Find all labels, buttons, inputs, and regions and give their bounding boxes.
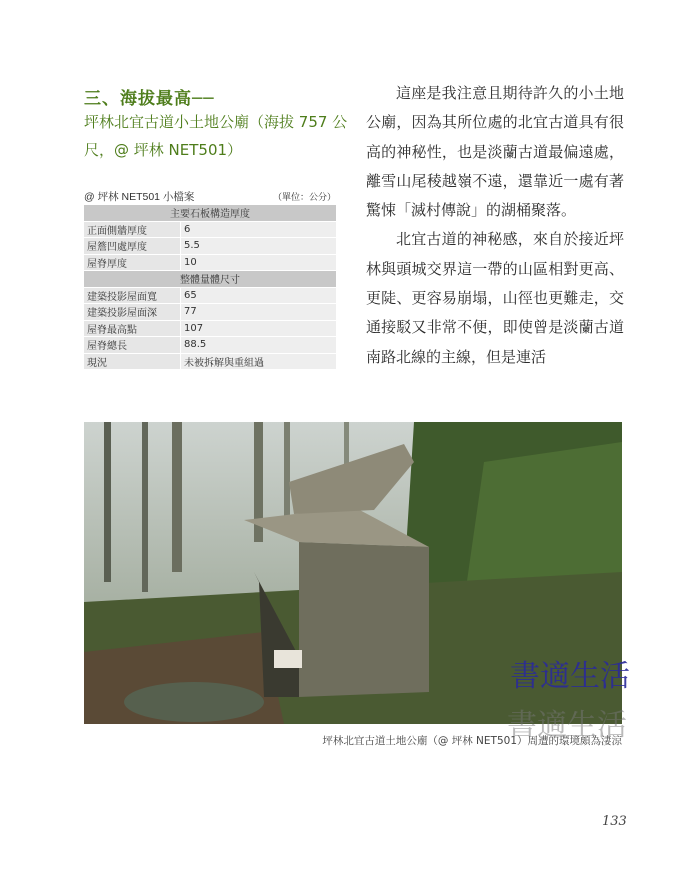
table-cell-label: 屋脊厚度 — [84, 254, 181, 271]
photo-caption: 坪林北宜古道土地公廟（@ 坪林 NET501）周遭的環境頗為淒涼 — [322, 735, 622, 747]
table-cell-label: 屋脊總長 — [84, 337, 181, 354]
section-subheading: 坪林北宜古道小土地公廟（海拔 757 公尺，@ 坪林 NET501） — [84, 113, 348, 159]
table-unit: （單位：公分） — [272, 192, 336, 202]
table-row — [84, 287, 336, 304]
table-row — [84, 320, 336, 337]
table-cell-value: 5.5 — [181, 238, 337, 255]
table-row — [84, 238, 336, 255]
page-number: 133 — [602, 814, 627, 829]
table-section-row — [84, 205, 336, 221]
table-cell-label: 屋脊最高點 — [84, 320, 181, 337]
table-cell-label: 現況 — [84, 353, 181, 370]
paragraph: 這座是我注意且期待許久的小土地公廟，因為其所位處的北宜古道具有很高的神秘性，也是淡蘭古道最偏遠處，離雪山尾稜越嶺不遠，還靠近一處有著驚悚「滅村傳說」的湖桶聚落。 — [366, 84, 624, 220]
spec-table — [84, 205, 336, 370]
table-header — [84, 189, 336, 204]
table-cell-label: 建築投影屋面深 — [84, 304, 181, 321]
table-row — [84, 254, 336, 271]
table-section-label: 主要石板構造厚度 — [84, 205, 336, 221]
watermark: 書適生活 — [510, 659, 630, 694]
table-cell-value: 65 — [181, 287, 337, 304]
watermark: 書適生活 — [507, 708, 627, 743]
section-heading: 三、海拔最高── — [84, 89, 215, 109]
table-section-label: 整體量體尺寸 — [84, 271, 336, 288]
table-cell-label: 建築投影屋面寬 — [84, 287, 181, 304]
table-cell-label: 屋簷凹處厚度 — [84, 238, 181, 255]
table-row — [84, 353, 336, 370]
paragraph: 北宜古道的神秘感，來自於接近坪林與頭城交界這一帶的山區相對更高、更陡、更容易崩塌，山徑也更難走，交通接駁又非常不便，即使曾是淡蘭古道南路北線的主線，但是連活 — [366, 230, 624, 366]
table-section-row — [84, 271, 336, 288]
table-cell-value: 未被拆解與重組過 — [181, 353, 337, 370]
table-cell-value: 6 — [181, 221, 337, 238]
table-cell-value: 107 — [181, 320, 337, 337]
table-row — [84, 221, 336, 238]
table-row — [84, 337, 336, 354]
table-title: @ 坪林 NET501 小檔案 — [84, 191, 195, 203]
table-cell-value: 88.5 — [181, 337, 337, 354]
table-row — [84, 304, 336, 321]
table-cell-label: 正面側牆厚度 — [84, 221, 181, 238]
body-text — [366, 79, 624, 372]
table-cell-value: 77 — [181, 304, 337, 321]
table-cell-value: 10 — [181, 254, 337, 271]
